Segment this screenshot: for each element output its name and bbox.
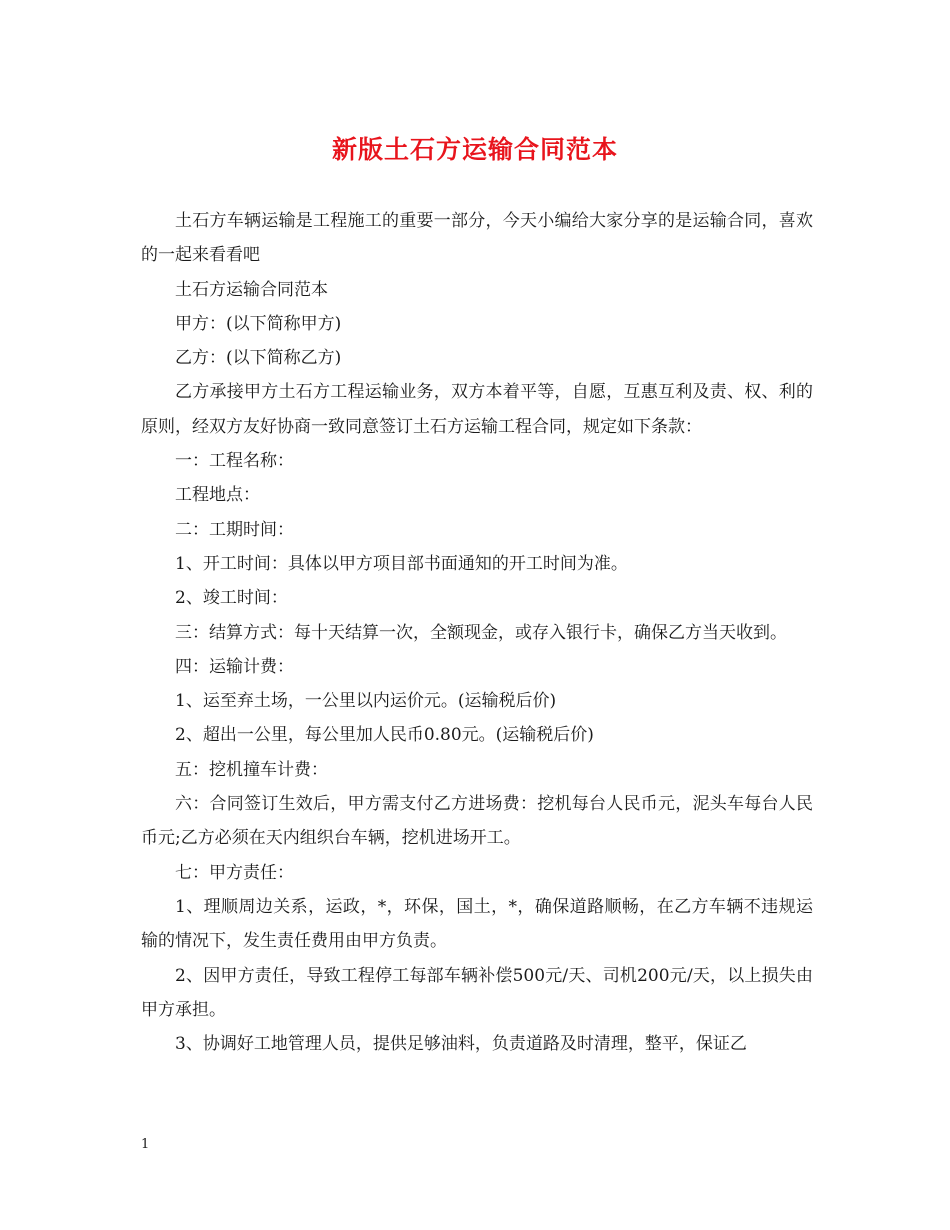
paragraph: 二：工期时间： [175,519,294,540]
paragraph: 六：合同签订生效后，甲方需支付乙方进场费：挖机每台人民币元，泥头车每台人民币元;乙方必须在天内组织台车辆，挖机进场开工。 [141,794,813,849]
paragraph: 土石方车辆运输是工程施工的重要一部分，今天小编给大家分享的是运输合同，喜欢的一起来看看吧 [141,211,813,266]
page-number: 1 [141,1137,150,1152]
paragraph: 1、理顺周边关系，运政，*，环保，国土，*，确保道路顺畅，在乙方车辆不违规运输的情况下，发生责任费用由甲方负责。 [141,896,813,952]
paragraph: 一：工程名称： [175,451,294,472]
paragraph: 1、运至弃土场，一公里以内运价元。(运输税后价) [175,691,557,712]
paragraph: 2、因甲方责任，导致工程停工每部车辆补偿500元/天、司机200元/天，以上损失由甲方承担。 [141,965,813,1020]
paragraph: 甲方：(以下简称甲方) [175,313,342,334]
document-body [141,204,813,1061]
paragraph: 工程地点： [175,485,260,506]
paragraph: 2、超出一公里，每公里加人民币0.80元。(运输税后价) [175,725,594,746]
paragraph: 1、开工时间：具体以甲方项目部书面通知的开工时间为准。 [175,553,628,574]
paragraph: 3、协调好工地管理人员，提供足够油料，负责道路及时清理，整平，保证乙 [175,1034,747,1055]
paragraph: 五：挖机撞车计费： [175,759,328,780]
paragraph: 乙方承接甲方土石方工程运输业务，双方本着平等，自愿，互惠互利及责、权、利的原则，经双方友好协商一致同意签订土石方运输工程合同，规定如下条款： [141,382,813,437]
paragraph: 乙方：(以下简称乙方) [175,348,342,369]
paragraph: 2、竣工时间： [175,588,288,609]
paragraph: 三：结算方式：每十天结算一次，全额现金，或存入银行卡，确保乙方当天收到。 [175,622,787,643]
paragraph: 四：运输计费： [175,656,294,677]
document-title: 新版土石方运输合同范本 [331,135,618,164]
paragraph: 土石方运输合同范本 [175,279,328,300]
paragraph: 七：甲方责任： [175,862,294,883]
